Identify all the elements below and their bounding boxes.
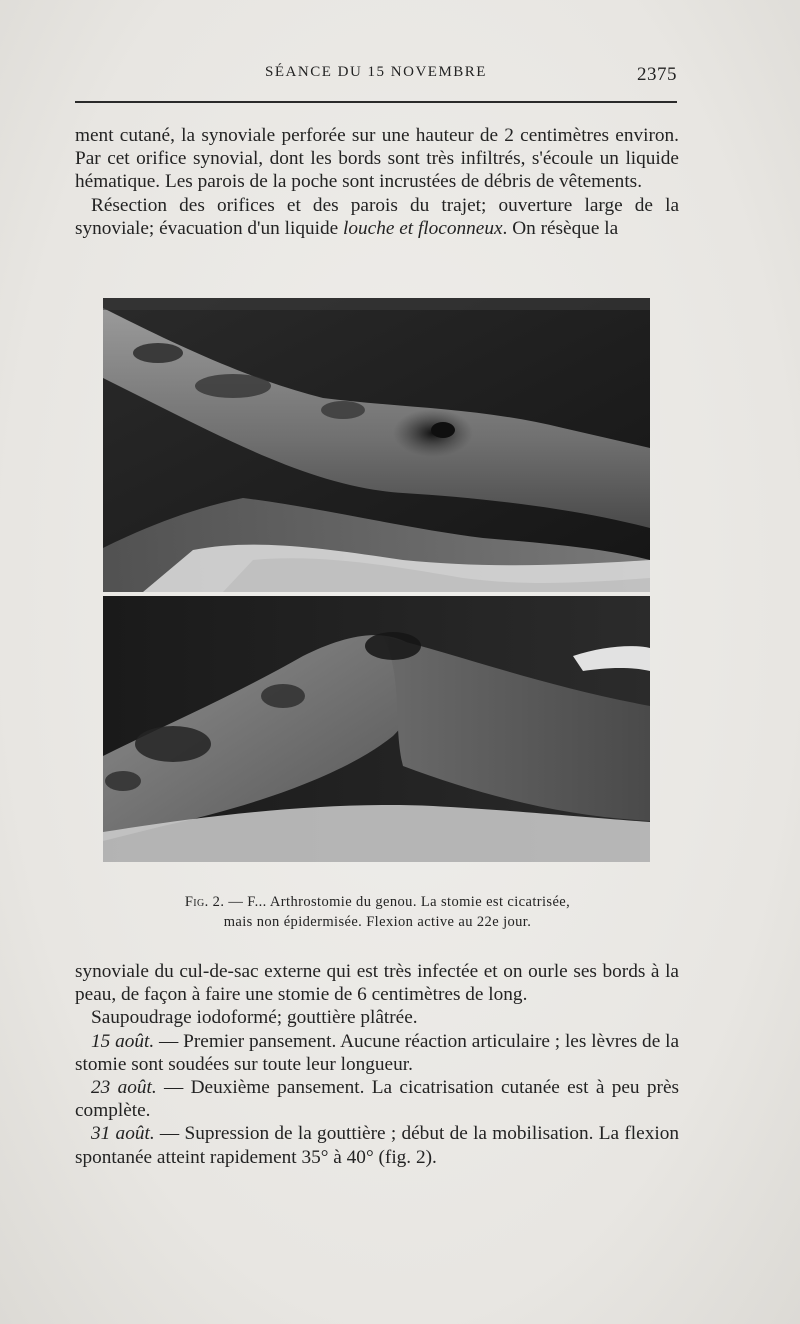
entry-date: 15 août.: [91, 1030, 155, 1052]
caption-line: Fig. 2. — F... Arthrostomie du genou. La stomie est cicatrisée,: [184, 894, 571, 910]
paragraph: Saupoudrage iodoformé; gouttière plâtrée.: [91, 1007, 418, 1029]
figure-photo-bottom: [103, 596, 650, 862]
caption-label: Fig. 2.: [184, 894, 225, 910]
paragraph: Résection des orifices et des parois du trajet; ouverture large de la synoviale; évacuation d'un liquide louche et floconneux. On résèque la: [75, 194, 679, 239]
text-block-bottom: [75, 960, 679, 1169]
paragraph: 23 août. — Deuxième pansement. La cicatrisation cutanée est à peu près complète.: [75, 1077, 680, 1122]
entry-date: 23 août.: [91, 1077, 157, 1099]
header-title: SÉANCE DU 15 NOVEMBRE: [265, 64, 487, 80]
paragraph: 15 août. — Premier pansement. Aucune réaction articulaire ; les lèvres de la stomie sont soudées sur toute leur longueur.: [75, 1030, 680, 1075]
photo-knee-flexed: [103, 596, 650, 862]
entry-date: 31 août.: [91, 1123, 155, 1145]
header-rule: [75, 101, 677, 103]
figure-photo-top: [103, 298, 650, 592]
caption-line: mais non épidermisée. Flexion active au 22e jour.: [223, 914, 532, 930]
text-block-top: [75, 124, 679, 240]
paragraph: 31 août. — Supression de la gouttière ; début de la mobilisation. La flexion spontanée atteint rapidement 35° à 40° (fig. 2).: [75, 1123, 679, 1168]
paragraph: synoviale du cul-de-sac externe qui est très infectée et on ourle ses bords à la peau, de façon à faire une stomie de 6 centimètres de long.: [75, 961, 679, 1006]
photo-knee-extended: [103, 298, 650, 592]
running-header: [75, 64, 677, 88]
figure-caption: [100, 892, 655, 932]
paragraph: ment cutané, la synoviale perforée sur une hauteur de 2 centimètres environ. Par cet orifice synovial, dont les bords sont très infiltrés, s'écoule un liquide hématique. Les parois de la poche sont incrustées de débris de vêtements.: [75, 125, 679, 193]
page-number: 2375: [637, 64, 677, 85]
